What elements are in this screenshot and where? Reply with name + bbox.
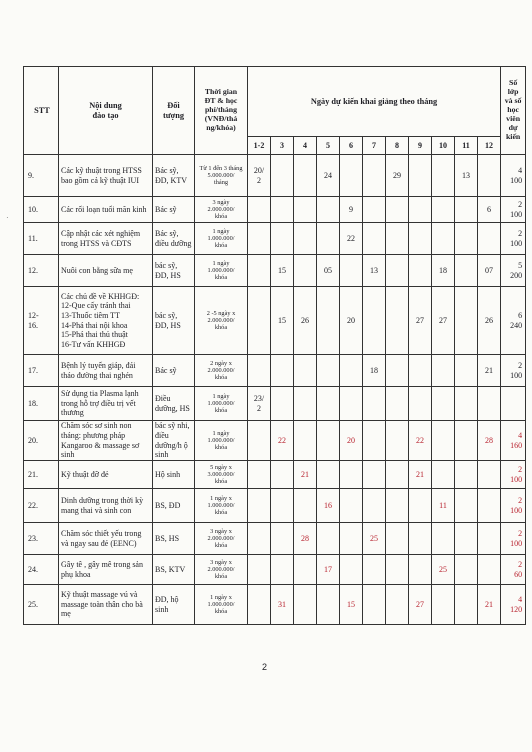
row-month-date xyxy=(409,255,432,287)
student-count: 100 xyxy=(510,209,523,219)
row-month-date xyxy=(271,523,294,555)
student-count: 100 xyxy=(510,538,523,548)
row-month-date xyxy=(363,585,386,625)
student-count: 100 xyxy=(510,175,523,185)
header-classes: Số lớp và số học viên dự kiến xyxy=(501,67,526,155)
row-month-date xyxy=(478,461,501,489)
row-month-date: 25 xyxy=(432,555,455,585)
row-month-date xyxy=(340,255,363,287)
row-month-date xyxy=(409,155,432,197)
row-classes-students xyxy=(501,255,526,287)
row-content: Dinh dưỡng trong thời kỳ mang thai và sinh con xyxy=(59,489,153,523)
row-month-date: 15 xyxy=(340,585,363,625)
row-content: Kỹ thuật đỡ đẻ xyxy=(59,461,153,489)
row-month-date: 22 xyxy=(340,223,363,255)
row-month-date xyxy=(294,223,317,255)
row-classes-students xyxy=(501,523,526,555)
row-duration: 3 ngày 2.000.000/ khóa xyxy=(195,197,248,223)
row-stt: 12. xyxy=(24,255,59,287)
row-classes-students xyxy=(501,387,526,421)
row-month-date xyxy=(409,555,432,585)
header-duration: Thời gian ĐT & học phí/tháng (VNĐ/thá ng/khóa) xyxy=(195,67,248,155)
row-month-date: 13 xyxy=(455,155,478,197)
row-month-date xyxy=(340,355,363,387)
row-month-date xyxy=(294,255,317,287)
row-content: Cập nhật các xét nghiệm trong HTSS và CĐTS xyxy=(59,223,153,255)
row-month-date: 26 xyxy=(478,287,501,355)
row-month-date xyxy=(317,523,340,555)
row-stt: 9. xyxy=(24,155,59,197)
row-month-date xyxy=(271,555,294,585)
row-month-date: 07 xyxy=(478,255,501,287)
row-month-date xyxy=(363,223,386,255)
header-month: 6 xyxy=(340,137,363,155)
row-month-date xyxy=(271,387,294,421)
header-content: Nội dung đào tạo xyxy=(59,67,153,155)
row-month-date xyxy=(386,461,409,489)
row-month-date xyxy=(294,489,317,523)
row-month-date: 26 xyxy=(294,287,317,355)
header-month: 1-2 xyxy=(248,137,271,155)
row-month-date xyxy=(248,197,271,223)
row-target: Điều dưỡng, HS xyxy=(153,387,195,421)
row-month-date xyxy=(409,223,432,255)
row-target: Bác sỹ, ĐD, KTV xyxy=(153,155,195,197)
row-content: Sử dụng tia Plasma lạnh trong hỗ trợ điều trị vết thương xyxy=(59,387,153,421)
row-stt: 18. xyxy=(24,387,59,421)
row-classes-students xyxy=(501,585,526,625)
student-count: 60 xyxy=(514,569,523,579)
row-month-date xyxy=(386,255,409,287)
header-month: 8 xyxy=(386,137,409,155)
margin-mark: · xyxy=(6,213,9,222)
row-month-date xyxy=(478,387,501,421)
row-month-date xyxy=(363,489,386,523)
class-count: 4 xyxy=(518,430,523,440)
table-row xyxy=(24,421,526,461)
row-month-date xyxy=(340,387,363,421)
row-month-date xyxy=(455,523,478,555)
row-month-date: 15 xyxy=(271,255,294,287)
row-month-date xyxy=(248,461,271,489)
row-month-date xyxy=(248,287,271,355)
row-classes-students xyxy=(501,287,526,355)
row-content: Nuôi con bằng sữa mẹ xyxy=(59,255,153,287)
row-month-date: 25 xyxy=(363,523,386,555)
table-body xyxy=(24,155,526,625)
row-month-date xyxy=(455,223,478,255)
class-count: 2 xyxy=(518,495,523,505)
row-duration: 1 ngày 1.000.000/ khóa xyxy=(195,421,248,461)
row-month-date xyxy=(386,287,409,355)
table-row xyxy=(24,223,526,255)
class-count: 6 xyxy=(518,310,523,320)
row-month-date xyxy=(386,421,409,461)
header-target: Đối tượng xyxy=(153,67,195,155)
row-month-date xyxy=(363,555,386,585)
header-month: 7 xyxy=(363,137,386,155)
row-month-date xyxy=(317,585,340,625)
row-duration: 1 ngày x 1.000.000/ khóa xyxy=(195,585,248,625)
student-count: 200 xyxy=(510,270,523,280)
table-row xyxy=(24,155,526,197)
row-content: Các chủ đề về KHHGĐ: 12-Que cấy tránh thai 13-Thuốc tiêm TT 14-Phá thai nội khoa 15-Phá thai thủ thuật 16-Tư vấn KHHGĐ xyxy=(59,287,153,355)
row-month-date xyxy=(294,585,317,625)
table-row xyxy=(24,523,526,555)
row-month-date xyxy=(478,155,501,197)
table-row xyxy=(24,355,526,387)
row-month-date xyxy=(363,155,386,197)
row-duration: 1 ngày x 1.000.000/ khóa xyxy=(195,489,248,523)
row-month-date xyxy=(294,155,317,197)
row-classes-students xyxy=(501,421,526,461)
row-month-date: 6 xyxy=(478,197,501,223)
row-month-date: 31 xyxy=(271,585,294,625)
row-month-date xyxy=(386,223,409,255)
row-month-date xyxy=(248,489,271,523)
row-stt: 23. xyxy=(24,523,59,555)
row-classes-students xyxy=(501,461,526,489)
class-count: 2 xyxy=(518,360,523,370)
row-month-date xyxy=(340,461,363,489)
row-month-date: 11 xyxy=(432,489,455,523)
row-duration: 2 ngày x 2.000.000/ khóa xyxy=(195,355,248,387)
row-classes-students xyxy=(501,489,526,523)
row-classes-students xyxy=(501,555,526,585)
row-month-date xyxy=(248,585,271,625)
row-month-date: 27 xyxy=(409,287,432,355)
row-month-date xyxy=(317,197,340,223)
row-month-date: 9 xyxy=(340,197,363,223)
row-target: BS, KTV xyxy=(153,555,195,585)
row-month-date: 24 xyxy=(317,155,340,197)
student-count: 120 xyxy=(510,604,523,614)
header-month: 12 xyxy=(478,137,501,155)
table-row xyxy=(24,461,526,489)
row-month-date xyxy=(432,387,455,421)
row-target: BS, HS xyxy=(153,523,195,555)
row-month-date xyxy=(248,355,271,387)
table-row xyxy=(24,197,526,223)
row-stt: 21. xyxy=(24,461,59,489)
row-month-date: 29 xyxy=(386,155,409,197)
row-month-date xyxy=(455,387,478,421)
row-month-date xyxy=(432,523,455,555)
row-month-date xyxy=(409,489,432,523)
row-content: Bệnh lý tuyến giáp, đái tháo đường thai nghén xyxy=(59,355,153,387)
row-target: BS, ĐD xyxy=(153,489,195,523)
row-month-date xyxy=(455,355,478,387)
header-months-title: Ngày dự kiến khai giảng theo tháng xyxy=(248,67,501,137)
row-month-date xyxy=(455,489,478,523)
row-target: ĐD, hộ sinh xyxy=(153,585,195,625)
row-month-date xyxy=(340,489,363,523)
row-target: Bác sỹ xyxy=(153,355,195,387)
row-month-date: 21 xyxy=(409,461,432,489)
row-month-date: 13 xyxy=(363,255,386,287)
row-month-date xyxy=(363,387,386,421)
row-month-date xyxy=(248,555,271,585)
row-month-date xyxy=(317,421,340,461)
row-duration: 3 ngày x 2.000.000/ khóa xyxy=(195,555,248,585)
row-month-date xyxy=(432,421,455,461)
row-content: Chăm sóc thiết yếu trong và ngay sau đẻ (EENC) xyxy=(59,523,153,555)
row-classes-students xyxy=(501,355,526,387)
row-month-date: 28 xyxy=(294,523,317,555)
row-duration: 1 ngày 1.000.000/ khóa xyxy=(195,223,248,255)
row-month-date xyxy=(478,489,501,523)
class-count: 4 xyxy=(518,594,523,604)
row-stt: 25. xyxy=(24,585,59,625)
row-month-date xyxy=(455,255,478,287)
row-month-date xyxy=(294,387,317,421)
student-count: 100 xyxy=(510,505,523,515)
row-month-date xyxy=(340,555,363,585)
header-stt: STT xyxy=(24,67,59,155)
row-month-date xyxy=(271,461,294,489)
student-count: 100 xyxy=(510,370,523,380)
row-month-date: 28 xyxy=(478,421,501,461)
row-month-date xyxy=(317,287,340,355)
row-duration: 2 -5 ngày x 2.000.000/ khóa xyxy=(195,287,248,355)
row-month-date xyxy=(386,585,409,625)
header-month: 5 xyxy=(317,137,340,155)
table-header xyxy=(24,67,526,155)
class-count: 4 xyxy=(518,165,523,175)
row-month-date xyxy=(455,585,478,625)
row-month-date xyxy=(409,355,432,387)
student-count: 100 xyxy=(510,238,523,248)
row-classes-students xyxy=(501,155,526,197)
row-month-date xyxy=(317,355,340,387)
row-month-date xyxy=(478,555,501,585)
row-target: bác sỹ, ĐD, HS xyxy=(153,255,195,287)
row-month-date: 21 xyxy=(478,585,501,625)
table-row xyxy=(24,255,526,287)
row-duration: 1 ngày 1.000.000/ khóa xyxy=(195,255,248,287)
row-month-date xyxy=(248,255,271,287)
header-month: 9 xyxy=(409,137,432,155)
row-month-date: 22 xyxy=(271,421,294,461)
table-row xyxy=(24,585,526,625)
row-month-date: 21 xyxy=(478,355,501,387)
row-month-date: 23/ 2 xyxy=(248,387,271,421)
row-month-date xyxy=(409,523,432,555)
row-month-date xyxy=(363,197,386,223)
row-month-date xyxy=(294,421,317,461)
row-month-date xyxy=(478,523,501,555)
row-month-date xyxy=(409,387,432,421)
row-month-date: 15 xyxy=(271,287,294,355)
table-row xyxy=(24,555,526,585)
page-number: 2 xyxy=(262,662,268,672)
row-month-date xyxy=(386,355,409,387)
row-classes-students xyxy=(501,223,526,255)
table-row xyxy=(24,387,526,421)
class-count: 2 xyxy=(518,528,523,538)
class-count: 5 xyxy=(518,260,523,270)
row-month-date xyxy=(455,197,478,223)
row-month-date: 27 xyxy=(432,287,455,355)
row-stt: 17. xyxy=(24,355,59,387)
row-month-date xyxy=(409,197,432,223)
row-target: Bác sỹ, điều dưỡng xyxy=(153,223,195,255)
row-month-date xyxy=(386,387,409,421)
row-month-date: 21 xyxy=(294,461,317,489)
row-target: Bác sỹ xyxy=(153,197,195,223)
row-duration: 3 ngày x 2.000.000/ khóa xyxy=(195,523,248,555)
class-count: 2 xyxy=(518,559,523,569)
row-month-date xyxy=(317,387,340,421)
class-count: 2 xyxy=(518,228,523,238)
header-month: 10 xyxy=(432,137,455,155)
row-month-date xyxy=(271,155,294,197)
row-classes-students xyxy=(501,197,526,223)
row-month-date xyxy=(294,555,317,585)
row-month-date xyxy=(340,155,363,197)
row-month-date xyxy=(455,461,478,489)
row-month-date xyxy=(248,523,271,555)
table-row xyxy=(24,287,526,355)
row-content: Các rối loạn tuổi mãn kinh xyxy=(59,197,153,223)
row-month-date: 27 xyxy=(409,585,432,625)
row-target: bác sỹ, ĐD, HS xyxy=(153,287,195,355)
row-target: Hộ sinh xyxy=(153,461,195,489)
class-count: 2 xyxy=(518,464,523,474)
row-month-date xyxy=(432,223,455,255)
row-content: Chăm sóc sơ sinh non tháng: phương pháp Kangaroo & massage sơ sinh xyxy=(59,421,153,461)
row-stt: 20. xyxy=(24,421,59,461)
row-month-date xyxy=(386,489,409,523)
row-month-date xyxy=(317,223,340,255)
student-count: 240 xyxy=(510,320,523,330)
row-month-date xyxy=(294,355,317,387)
student-count: 160 xyxy=(510,440,523,450)
row-content: Kỹ thuật massage vú và massage toàn thân cho bà mẹ xyxy=(59,585,153,625)
row-content: Các kỹ thuật trong HTSS bao gồm cả kỹ thuật IUI xyxy=(59,155,153,197)
table-row xyxy=(24,489,526,523)
row-month-date xyxy=(432,585,455,625)
row-month-date xyxy=(294,197,317,223)
row-stt: 12- 16. xyxy=(24,287,59,355)
row-stt: 22. xyxy=(24,489,59,523)
row-month-date xyxy=(363,287,386,355)
row-month-date xyxy=(386,197,409,223)
row-month-date xyxy=(478,223,501,255)
row-month-date xyxy=(432,155,455,197)
row-duration: 5 ngày x 3.000.000/ khóa xyxy=(195,461,248,489)
row-month-date xyxy=(248,421,271,461)
row-month-date xyxy=(363,461,386,489)
row-month-date xyxy=(271,489,294,523)
header-month: 4 xyxy=(294,137,317,155)
row-month-date xyxy=(271,197,294,223)
header-month: 3 xyxy=(271,137,294,155)
row-target: bác sỹ nhi, điều dưỡng/h ộ sinh xyxy=(153,421,195,461)
row-month-date: 20 xyxy=(340,287,363,355)
row-stt: 10. xyxy=(24,197,59,223)
row-month-date: 05 xyxy=(317,255,340,287)
row-month-date xyxy=(455,555,478,585)
row-duration: Từ 1 đến 3 tháng 5.000.000/ tháng xyxy=(195,155,248,197)
row-month-date: 20/ 2 xyxy=(248,155,271,197)
row-month-date: 18 xyxy=(363,355,386,387)
row-month-date xyxy=(386,555,409,585)
row-month-date xyxy=(432,197,455,223)
training-schedule-table xyxy=(23,66,526,625)
row-stt: 24. xyxy=(24,555,59,585)
row-month-date xyxy=(340,523,363,555)
class-count: 2 xyxy=(518,199,523,209)
row-month-date xyxy=(455,421,478,461)
row-month-date xyxy=(455,287,478,355)
row-duration: 1 ngày 1.000.000/ khóa xyxy=(195,387,248,421)
row-month-date xyxy=(432,461,455,489)
row-month-date: 18 xyxy=(432,255,455,287)
row-content: Gây tê , gây mê trong sản phụ khoa xyxy=(59,555,153,585)
row-stt: 11. xyxy=(24,223,59,255)
row-month-date xyxy=(271,355,294,387)
row-month-date xyxy=(271,223,294,255)
row-month-date xyxy=(317,461,340,489)
row-month-date xyxy=(363,421,386,461)
row-month-date xyxy=(248,223,271,255)
row-month-date xyxy=(386,523,409,555)
row-month-date: 17 xyxy=(317,555,340,585)
student-count: 100 xyxy=(510,474,523,484)
row-month-date xyxy=(432,355,455,387)
row-month-date: 16 xyxy=(317,489,340,523)
row-month-date: 22 xyxy=(409,421,432,461)
row-month-date: 20 xyxy=(340,421,363,461)
header-month: 11 xyxy=(455,137,478,155)
